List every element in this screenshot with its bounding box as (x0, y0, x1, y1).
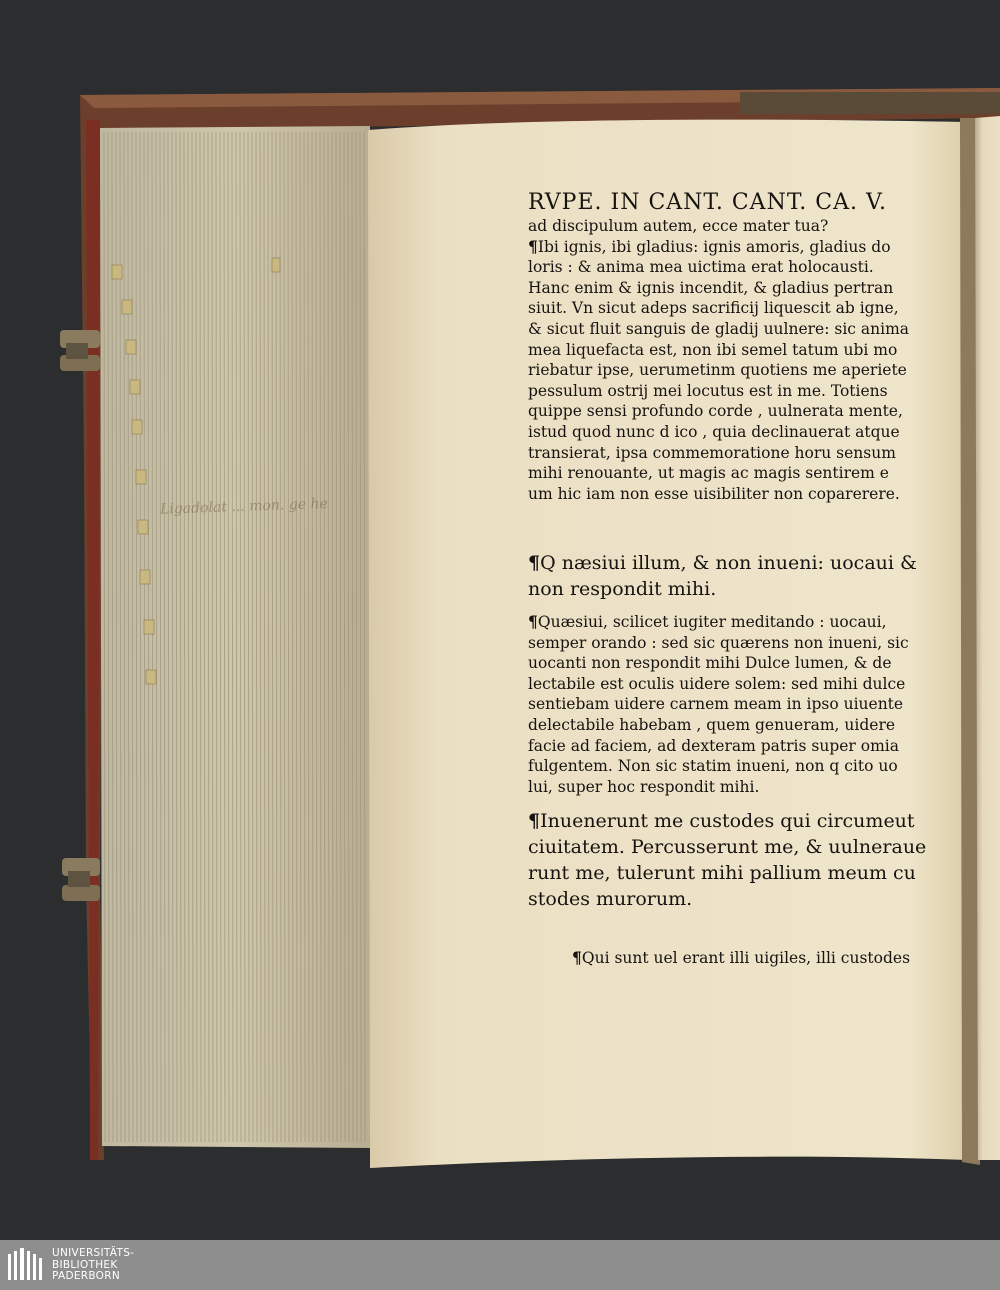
text-line: & sicut fluit sanguis de gladij uulnere: sic anima (528, 319, 910, 338)
text-line: loris : & anima mea uictima erat holocausti. (528, 258, 874, 277)
logo-line: UNIVERSITÄTS- (52, 1247, 135, 1259)
edge-inscription: Ligadolat ... mon. ge he (159, 495, 329, 518)
text-line: lectabile est oculis uidere solem: sed mihi dulce (528, 674, 906, 693)
text-line: riebatur ipse, uerumetinm quotiens me aperiete (528, 361, 907, 380)
text-line: ciuitatem. Percusserunt me, & uulneraue (528, 836, 927, 858)
page-header: RVPE. IN CANT. CANT. CA. V. (528, 190, 887, 215)
page-edges (100, 126, 372, 1148)
text-line: um hic iam non esse uisibiliter non coparerere. (528, 484, 900, 503)
paragraph-1 (528, 216, 958, 504)
verse-2 (528, 808, 958, 912)
pilcrow-mark: ¶ (528, 552, 541, 574)
pilcrow-mark: ¶ (528, 612, 538, 631)
text-line: semper orando : sed sic quærens non inueni, sic (528, 633, 909, 652)
text-line: mea liquefacta est, non ibi semel tatum ubi mo (528, 340, 898, 359)
text-line: sentiebam uidere carnem meam in ipso uiuente (528, 695, 904, 714)
text-line: delectabile habebam , quem genueram, uidere (528, 715, 896, 734)
text-line: non respondit mihi. (528, 578, 717, 600)
verse-1 (528, 550, 958, 602)
pilcrow-mark: ¶ (572, 948, 582, 967)
pilcrow-mark: ¶ (528, 236, 538, 256)
text-line: ¶Inuenerunt me custodes qui circumeut (528, 810, 915, 832)
paragraph-2 (528, 612, 958, 797)
text-line: istud quod nunc d ico , quia declinauerat atque (528, 422, 900, 441)
logo-line: PADERBORN (52, 1270, 120, 1282)
text-line: pessulum ostrij mei locutus est in me. Totiens (528, 381, 888, 400)
text-line: runt me, tulerunt mihi pallium meum cu (528, 862, 916, 884)
library-banner (0, 1240, 1000, 1290)
text-line: uocanti non respondit mihi Dulce lumen, & de (528, 654, 892, 673)
text-line: quippe sensi profundo corde , uulnerata mente, (528, 402, 903, 421)
text-line: facie ad faciem, ad dexteram patris super omia (528, 736, 899, 755)
text-line: ¶Quæsiui, scilicet iugiter meditando : uocaui, (528, 612, 887, 631)
text-line: ad discipulum autem, ecce mater tua? (528, 217, 829, 235)
text-line: stodes murorum. (528, 888, 693, 910)
text-line: ¶Ibi ignis, ibi gladius: ignis amoris, gladius do (528, 236, 891, 256)
text-line: lui, super hoc respondit mihi. (528, 777, 760, 796)
last-line: ¶Qui sunt uel erant illi uigiles, illi custodes (572, 948, 911, 967)
logo-line: BIBLIOTHEK (52, 1258, 118, 1271)
library-logo-text (52, 1248, 134, 1283)
text-line: siuit. Vn sicut adeps sacrificij liquescit ab igne, (528, 299, 899, 318)
text-line: ¶Q næsiui illum, & non inueni: uocaui & (528, 552, 917, 574)
text-line: mihi renouante, ut magis ac magis sentirem e (528, 464, 889, 483)
text-line: transierat, ipsa commemoratione horu sensum (528, 443, 896, 462)
right-page (975, 116, 1000, 1160)
text-line: Hanc enim & ignis incendit, & gladius pertran (528, 278, 894, 297)
text-line: fulgentem. Non sic statim inueni, non q cito uo (528, 757, 898, 776)
library-logo-icon (8, 1248, 44, 1282)
pilcrow-mark: ¶ (528, 810, 541, 832)
